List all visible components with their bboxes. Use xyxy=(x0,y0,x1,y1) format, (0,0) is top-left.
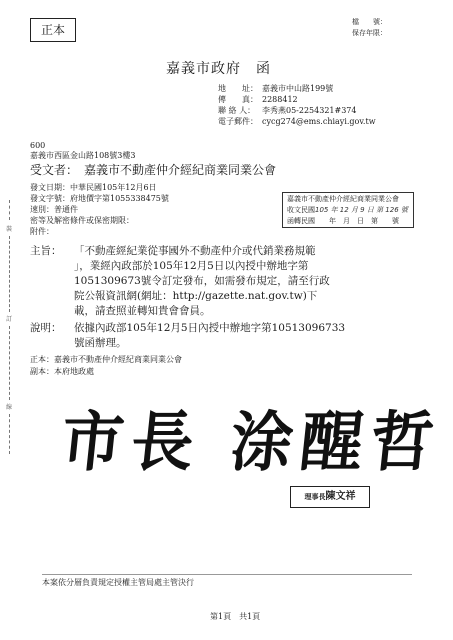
file-number-label: 檔 號： xyxy=(352,18,387,26)
urgency-label: 速別： xyxy=(30,205,54,214)
copy-recipient-value: 本府地政處 xyxy=(54,367,94,376)
document-number xyxy=(30,194,169,204)
receipt-stamp-handwritten: 105 年 12 月 9 日 第 126 號 xyxy=(315,206,408,214)
explanation-line-1: 依據內政部105年12月5日內授中辦地字第10513096733 xyxy=(74,322,346,334)
authorization-note: 本案依分層負責規定授權主管局處主管決行 xyxy=(42,578,194,587)
binding-line-bottom xyxy=(9,414,11,454)
chairman-seal xyxy=(290,486,370,508)
page-number: 第1頁 共1頁 xyxy=(210,612,261,621)
document-title: 嘉義市政府 函 xyxy=(166,61,271,77)
contact-fax-value: 2288412 xyxy=(262,95,298,104)
copy-recipient-label: 副本： xyxy=(30,367,54,376)
contact-email-value: cycg274@ems.chiayi.gov.tw xyxy=(262,117,376,126)
confidentiality-label: 密等及解密條件或保密期限： xyxy=(30,216,134,225)
chairman-seal-title: 理事長 xyxy=(304,492,326,501)
attachment xyxy=(30,227,54,237)
original-recipient-value: 嘉義市不動產仲介經紀商業同業公會 xyxy=(54,355,182,364)
receipt-stamp-forwarded: 函轉民國 年 月 日 第 號 xyxy=(287,217,399,225)
attachment-label: 附件： xyxy=(30,227,54,236)
urgency xyxy=(30,205,78,215)
contact-person xyxy=(218,106,356,116)
issue-date-value: 中華民國105年12月6日 xyxy=(70,183,157,192)
subject-line-3: 1051309673號令訂定發布，如需發布規定，請至行政 xyxy=(74,275,330,287)
receipt-stamp xyxy=(282,192,414,228)
contact-fax xyxy=(218,95,298,105)
subject-line-5: 載，請查照並轉知貴會會員。 xyxy=(74,305,211,317)
subject-line-1: 「不動產經紀業從事國外不動產仲介或代銷業務規範 xyxy=(74,245,316,257)
issue-date xyxy=(30,183,157,193)
retention-period-label: 保存年限： xyxy=(352,29,387,37)
urgency-value: 普通件 xyxy=(54,205,78,214)
contact-address-label: 地 址： xyxy=(218,84,258,93)
subject-label: 主旨： xyxy=(30,245,62,257)
receipt-stamp-received-label: 收文民國 xyxy=(287,206,315,214)
binding-mark-ding: 訂 xyxy=(6,316,13,323)
explanation-label: 說明： xyxy=(30,322,62,334)
binding-line-middle xyxy=(9,236,11,312)
confidentiality xyxy=(30,216,134,226)
contact-address xyxy=(218,84,333,94)
receipt-stamp-org: 嘉義市不動產仲介經紀商業同業公會 xyxy=(287,195,399,203)
explanation-line-2: 號函辦理。 xyxy=(74,337,127,349)
recipient-line: 受文者： 嘉義市不動產仲介經紀商業同業公會 xyxy=(30,163,277,177)
binding-mark-zhuang: 裝 xyxy=(6,226,13,233)
postal-code: 600 xyxy=(30,141,46,150)
original-copy-stamp: 正本 xyxy=(30,18,76,42)
subject-line-4: 院公報資訊網(網址：http://gazette.nat.gov.tw)下 xyxy=(74,290,318,302)
contact-address-value: 嘉義市中山路199號 xyxy=(262,84,334,93)
chairman-seal-name: 陳文祥 xyxy=(325,491,356,502)
binding-line-lower xyxy=(9,326,11,400)
document-number-label: 發文字號： xyxy=(30,194,70,203)
contact-email xyxy=(218,117,376,127)
issue-date-label: 發文日期： xyxy=(30,183,70,192)
contact-person-value: 李秀燕05-2254321#374 xyxy=(262,106,357,115)
binding-line-top xyxy=(9,200,11,220)
binding-mark-xian: 線 xyxy=(6,404,13,411)
recipient-address: 嘉義市西區金山路108號3樓3 xyxy=(30,151,136,160)
receipt-stamp-received xyxy=(287,206,408,215)
contact-person-label: 聯 絡 人： xyxy=(218,106,256,115)
mayor-signature: 市長 涂醒哲 xyxy=(57,403,446,481)
copy-recipient xyxy=(30,367,94,377)
original-recipient-label: 正本： xyxy=(30,355,54,364)
document-number-value: 府地價字第1055338475號 xyxy=(70,194,169,203)
subject-line-2: 」，業經內政部於105年12月5日以內授中辦地字第 xyxy=(74,260,309,272)
contact-fax-label: 傳 真： xyxy=(218,95,258,104)
original-recipient xyxy=(30,355,182,365)
contact-email-label: 電子郵件： xyxy=(218,117,258,126)
footer-divider xyxy=(42,574,412,575)
